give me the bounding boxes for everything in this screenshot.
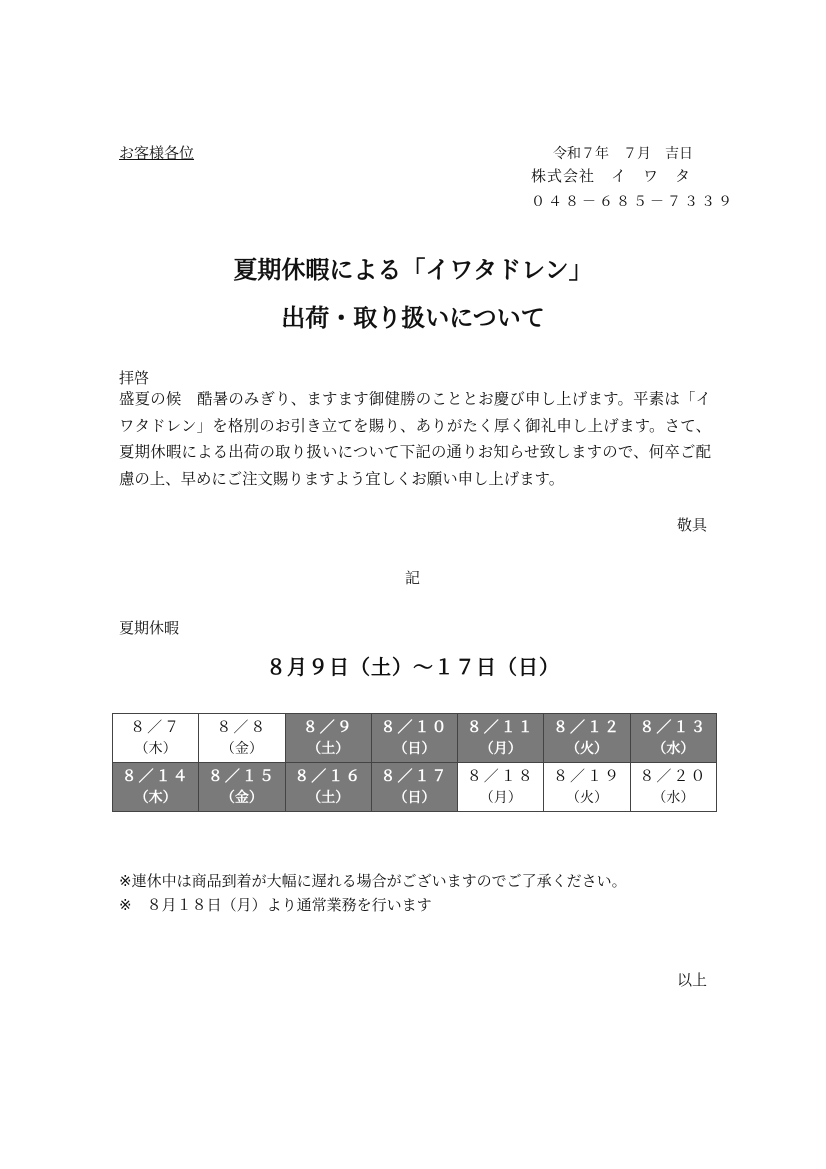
calendar-weekday: （木） — [134, 790, 177, 806]
calendar-date: ８／１８ — [466, 767, 535, 785]
holiday-label: 夏期休暇 — [119, 619, 180, 637]
calendar-weekday: （木） — [134, 741, 177, 757]
company-name: 株式会社 イ ワ タ — [531, 167, 692, 185]
calendar-cell-holiday — [371, 763, 457, 812]
holiday-calendar — [112, 713, 717, 812]
ki-marker: 記 — [405, 569, 421, 587]
calendar-weekday: （土） — [307, 790, 350, 806]
calendar-weekday: （土） — [307, 741, 350, 757]
calendar-weekday: （火） — [566, 741, 609, 757]
calendar-date: ８／１６ — [294, 767, 363, 785]
letter-opening: 拝啓 — [119, 369, 150, 387]
calendar-date: ８／９ — [302, 718, 354, 736]
calendar-date: ８／１９ — [553, 767, 622, 785]
calendar-cell-workday — [544, 763, 630, 812]
closing-ijou: 以上 — [677, 971, 708, 989]
delivery-delay-note: ※連休中は商品到着が大幅に遅れる場合がございますのでご了承ください。 — [119, 872, 627, 890]
addressee: お客様各位 — [119, 144, 195, 162]
calendar-date: ８／１７ — [380, 767, 449, 785]
resume-business-note: ※ ８月１８日（月）より通常業務を行います — [119, 896, 432, 914]
calendar-date: ８／１４ — [121, 767, 190, 785]
calendar-weekday: （日） — [393, 741, 436, 757]
calendar-weekday: （水） — [652, 741, 695, 757]
calendar-date: ８／７ — [130, 718, 182, 736]
calendar-cell-holiday — [113, 763, 199, 812]
calendar-weekday: （火） — [566, 790, 609, 806]
calendar-date: ８／２０ — [639, 767, 708, 785]
calendar-date: ８／１３ — [639, 718, 708, 736]
holiday-range: ８月９日（土）～１７日（日） — [266, 655, 560, 679]
document-title-line2: 出荷・取り扱いについて — [281, 304, 545, 332]
calendar-weekday: （月） — [479, 741, 522, 757]
calendar-weekday: （月） — [479, 790, 522, 806]
calendar-cell-holiday — [285, 714, 371, 763]
issue-date: 令和７年 ７月 吉日 — [553, 146, 693, 162]
calendar-date: ８／１１ — [466, 718, 535, 736]
document-title-line1: 夏期休暇による「イワタドレン」 — [233, 256, 593, 284]
letter-closing-keigu: 敬具 — [677, 516, 708, 534]
letter-body: 盛夏の候 酷暑のみぎり、ますます御健勝のこととお慶び申し上げます。平素は「イワタドレン」を格別のお引き立てを賜り、ありがたく厚く御礼申し上げます。さて、夏期休暇による出荷の取り扱いについて下記の通りお知らせ致しますので、何卒ご配慮の上、早めにご注文賜りますよう宜しくお願い申し上げます。 — [119, 390, 711, 488]
calendar-date: ８／１５ — [207, 767, 276, 785]
calendar-row — [113, 714, 717, 763]
calendar-cell-holiday — [199, 763, 285, 812]
calendar-date: ８／１０ — [380, 718, 449, 736]
calendar-weekday: （金） — [220, 790, 263, 806]
calendar-cell-workday — [458, 763, 544, 812]
calendar-date: ８／１２ — [553, 718, 622, 736]
calendar-cell-holiday — [371, 714, 457, 763]
calendar-cell-workday — [113, 714, 199, 763]
calendar-cell-workday — [199, 714, 285, 763]
calendar-weekday: （金） — [220, 741, 263, 757]
calendar-weekday: （水） — [652, 790, 695, 806]
calendar-weekday: （日） — [393, 790, 436, 806]
calendar-cell-holiday — [544, 714, 630, 763]
calendar-cell-holiday — [458, 714, 544, 763]
calendar-cell-holiday — [285, 763, 371, 812]
calendar-cell-workday — [630, 763, 716, 812]
calendar-row — [113, 763, 717, 812]
phone-number: ０４８－６８５－７３３９ — [531, 194, 735, 210]
calendar-cell-holiday — [630, 714, 716, 763]
calendar-date: ８／８ — [216, 718, 268, 736]
